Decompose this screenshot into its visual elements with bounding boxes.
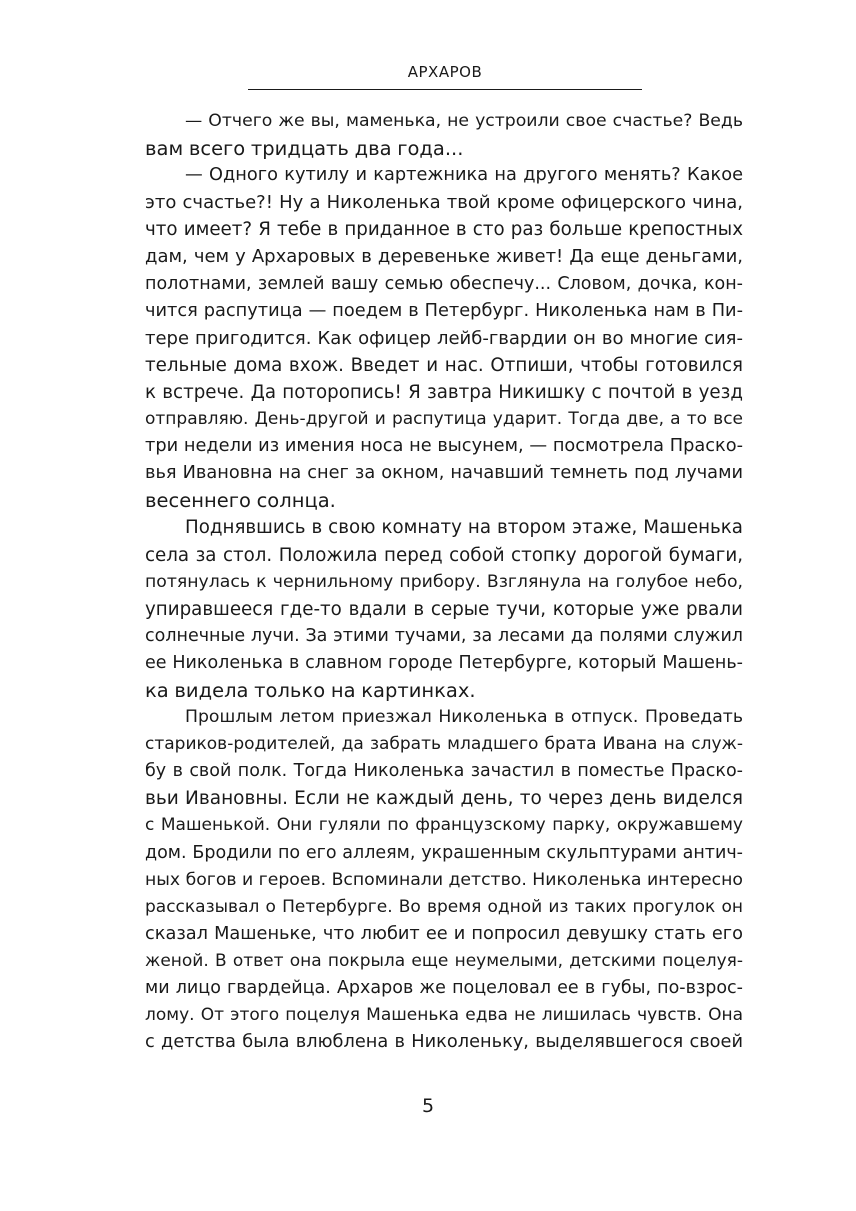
text-line: с детства была влюблена в Николеньку, выделявшегося своей <box>145 1032 743 1053</box>
text-line: лому. От этого поцелуя Машенька едва не лишилась чувств. Она <box>145 1005 743 1026</box>
text-line: — Отчего же вы, маменька, не устроили свое счастье? Ведь <box>185 111 743 131</box>
text-line: вья Ивановна на снег за окном, начавший темнеть под лучами <box>145 463 743 484</box>
text-line: села за стол. Положила перед собой стопку дорогой бумаги, <box>145 544 743 566</box>
text-line: чится распутица — поедем в Петербург. Николенька нам в Пи- <box>145 300 743 321</box>
running-head: АРХАРОВ <box>407 63 483 81</box>
text-line: солнечные лучи. За этими тучами, за лесами да полями служил <box>145 625 743 646</box>
text-line: потянулась к чернильному прибору. Взглянула на голубое небо, <box>145 571 743 592</box>
text-line: — Одного кутилу и картежника на другого менять? Какое <box>185 165 743 186</box>
text-line: дом. Бродили по его аллеям, украшенным скульптурами антич- <box>145 842 743 863</box>
text-line: к встрече. Да поторопись! Я завтра Никишку с почтой в уезд <box>145 381 743 403</box>
text-line: вьи Ивановны. Если не каждый день, то через день виделся <box>145 788 743 810</box>
text-line: вам всего тридцать два года... <box>145 137 464 161</box>
text-line: ми лицо гвардейца. Архаров же поцеловал ее в губы, по-взрос- <box>145 978 743 998</box>
text-line: женой. В ответ она покрыла еще неумелыми, детскими поцелуя- <box>145 950 743 971</box>
text-line: дам, чем у Архаровых в деревеньке живет! Да еще деньгами, <box>145 246 743 268</box>
text-line: ных богов и героев. Вспоминали детство. Николенька интересно <box>145 869 743 890</box>
text-line: три недели из имения носа не высунем, — посмотрела Праско- <box>145 436 743 457</box>
text-line: рассказывал о Петербурге. Во время одной из таких прогулок он <box>145 896 743 917</box>
body-text <box>145 108 743 1056</box>
text-line: ее Николенька в славном городе Петербурге, который Машень- <box>145 652 743 673</box>
text-line: стариков-родителей, да забрать младшего брата Ивана на служ- <box>145 734 743 755</box>
text-line: с Машенькой. Они гуляли по французскому парку, окружавшему <box>145 815 743 836</box>
text-line: весеннего солнца. <box>145 489 336 513</box>
text-line: ка видела только на картинках. <box>145 678 476 702</box>
text-line: бу в свой полк. Тогда Николенька зачастил в поместье Праско- <box>145 761 743 782</box>
text-line: упиравшееся где-то вдали в серые тучи, которые уже рвали <box>145 598 743 620</box>
text-line: полотнами, землей вашу семью обеспечу... Словом, дочка, кон- <box>145 273 743 294</box>
text-line: Поднявшись в свою комнату на втором этаже, Машенька <box>185 517 743 539</box>
text-line: отправляю. День-другой и распутица ударит. Тогда две, а то все <box>145 409 743 430</box>
text-line: это счастье?! Ну а Николенька твой кроме офицерского чина, <box>145 192 743 214</box>
text-line: что имеет? Я тебе в приданное в сто раз больше крепостных <box>145 219 743 241</box>
page-number: 5 <box>421 1095 435 1117</box>
header-rule <box>248 89 642 90</box>
text-line: тельные дома вхож. Введет и нас. Отпиши, чтобы готовился <box>145 354 743 376</box>
text-line: сказал Машеньке, что любит ее и попросил девушку стать его <box>145 923 743 944</box>
text-line: тере пригодится. Как офицер лейб-гвардии он во многие сия- <box>145 327 743 349</box>
text-line: Прошлым летом приезжал Николенька в отпуск. Проведать <box>185 707 743 728</box>
